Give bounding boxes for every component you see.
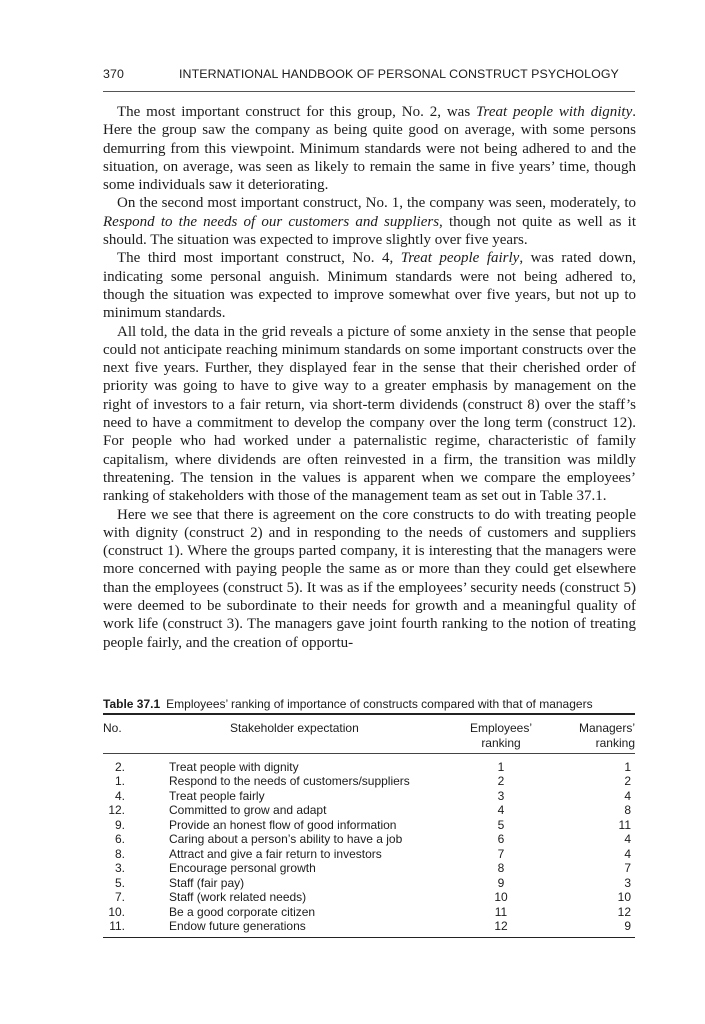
table-row xyxy=(103,760,635,775)
paragraph xyxy=(103,506,636,652)
text-run: The third most important construct, No. 4, xyxy=(117,250,401,267)
cell-expectation: Staff (work related needs) xyxy=(169,890,307,904)
page-number: 370 xyxy=(103,67,124,81)
table-row xyxy=(103,803,635,818)
cell-managers-ranking: 7 xyxy=(624,861,631,875)
text-run: The most important construct for this group, No. 2, was xyxy=(117,104,477,120)
cell-employees-ranking: 3 xyxy=(497,788,505,803)
table-row xyxy=(103,774,635,789)
cell-managers-ranking: 12 xyxy=(617,904,631,919)
text-run: All told, the data in the grid reveals a picture of some anxiety in the sense that people could not anticipate reaching minimum standards on some important constructs over the next five years. Further, they displayed fear in the sense that their cherished order of priority was going to have to give way to a greater emphasis by management on the right of investors to a fair return, via short-term dividends (construct 8) over the staff’s need to have a commitment to develop the company over the long term (construct 12). For people who had worked under a paternalistic regime, characteristic of family capitalism, where dividends are often reinvested in a firm, the transition was mildly threatening. The tension in the values is apparent when we compare the employees’ ranking of stakeholders with those of the management team as set out in Table 37.1. xyxy=(103,323,636,505)
cell-expectation: Staff (fair pay) xyxy=(169,875,245,890)
cell-expectation: Encourage personal growth xyxy=(169,861,316,875)
cell-expectation: Provide an honest flow of good information xyxy=(169,817,397,832)
cell-no: 9. xyxy=(114,817,125,832)
cell-employees-ranking: 5 xyxy=(497,817,505,832)
cell-employees-ranking: 8 xyxy=(497,861,505,875)
header-managers-line2: ranking xyxy=(595,735,635,750)
running-title: INTERNATIONAL HANDBOOK OF PERSONAL CONSTRUCT PSYCHOLOGY xyxy=(179,67,619,81)
paragraph xyxy=(103,249,636,322)
table-label: Table 37.1 xyxy=(103,697,161,711)
table-body xyxy=(103,754,635,937)
cell-managers-ranking: 9 xyxy=(624,919,631,933)
cell-employees-ranking: 10 xyxy=(494,890,508,904)
cell-employees-ranking: 9 xyxy=(497,875,505,890)
cell-no: 8. xyxy=(114,846,125,861)
cell-employees-ranking: 12 xyxy=(494,919,508,933)
header-managers-line1: Managers’ xyxy=(578,720,635,735)
cell-no: 2. xyxy=(114,759,125,774)
header-no: No. xyxy=(103,720,122,735)
table-37-1 xyxy=(103,697,635,938)
text-run: Here we see that there is agreement on the core constructs to do with treating people with dignity (construct 2) and in responding to the needs of customers and suppliers (construct 1). Where the groups parted company, it is interesting that the managers were more concerned with paying people the same as or more than they could get elsewhere than the employees (construct 5). It was as if the employees’ security needs (construct 5) were deemed to be subordinate to their needs for growth and a meaningful quality of work life (construct 3). The managers gave joint fourth ranking to the notion of treating people fairly, and the creation of opportu- xyxy=(103,506,636,651)
text-run: . Here the group saw the company as being quite good on average, with some persons demurring from this viewpoint. Minimum standards were not being adhered to and the situation, on average, was seen as likely to remain the same in five years’ time, though some individuals saw it deteriorating. xyxy=(103,104,637,194)
cell-expectation: Treat people with dignity xyxy=(169,759,299,774)
paragraph xyxy=(103,103,636,194)
cell-employees-ranking: 1 xyxy=(497,759,505,774)
cell-no: 3. xyxy=(114,861,125,875)
text-run: , was rated down, indicating some personal anguish. Minimum standards were not being adhered to, though the situation was expected to improve somewhat over five years, but not up to minimum standards. xyxy=(103,250,636,322)
table-row xyxy=(103,789,635,804)
text-run: On the second most important construct, No. 1, the company was seen, moderately, to xyxy=(117,195,636,212)
cell-expectation: Be a good corporate citizen xyxy=(169,904,316,919)
italic-construct: Respond to the needs of our customers and suppliers xyxy=(103,213,440,230)
header-rule xyxy=(103,91,635,92)
cell-expectation: Respond to the needs of customers/suppliers xyxy=(169,774,410,788)
cell-managers-ranking: 4 xyxy=(624,832,631,846)
cell-no: 10. xyxy=(108,904,125,919)
cell-no: 5. xyxy=(114,875,125,890)
cell-managers-ranking: 11 xyxy=(618,817,631,832)
cell-expectation: Endow future generations xyxy=(169,919,306,933)
table-row xyxy=(103,876,635,891)
cell-employees-ranking: 6 xyxy=(497,832,505,846)
cell-managers-ranking: 4 xyxy=(624,846,631,861)
cell-employees-ranking: 4 xyxy=(497,803,505,817)
table-row xyxy=(103,919,635,934)
table-row xyxy=(103,832,635,847)
table-row xyxy=(103,818,635,833)
cell-managers-ranking: 8 xyxy=(624,803,631,817)
cell-managers-ranking: 4 xyxy=(624,788,631,803)
running-header xyxy=(103,67,635,89)
cell-no: 7. xyxy=(114,890,125,904)
table-row xyxy=(103,905,635,920)
table-row xyxy=(103,847,635,862)
table-row xyxy=(103,861,635,876)
header-expectation: Stakeholder expectation xyxy=(230,720,359,735)
header-employees xyxy=(465,721,537,751)
cell-no: 4. xyxy=(114,788,125,803)
cell-managers-ranking: 2 xyxy=(624,774,631,788)
body-text xyxy=(103,103,636,652)
cell-employees-ranking: 2 xyxy=(497,774,505,788)
cell-expectation: Committed to grow and adapt xyxy=(169,803,327,817)
table-caption-text: Employees’ ranking of importance of constructs compared with that of managers xyxy=(166,697,593,711)
cell-no: 1. xyxy=(114,774,125,788)
italic-construct: Treat people with dignity xyxy=(476,104,633,120)
paragraph xyxy=(103,194,636,249)
cell-expectation: Caring about a person’s ability to have a job xyxy=(169,832,403,846)
cell-employees-ranking: 11 xyxy=(494,904,508,919)
cell-no: 6. xyxy=(114,832,125,846)
cell-expectation: Attract and give a fair return to investors xyxy=(169,846,382,861)
paragraph xyxy=(103,323,636,506)
text-run: , though not quite as well as it should. The situation was expected to improve slightly over five years. xyxy=(103,213,636,249)
cell-no: 12. xyxy=(108,803,125,817)
table-bottom-rule xyxy=(103,937,635,939)
header-employees-line1: Employees’ xyxy=(469,720,533,735)
cell-expectation: Treat people fairly xyxy=(169,788,265,803)
cell-employees-ranking: 7 xyxy=(497,846,505,861)
cell-managers-ranking: 10 xyxy=(617,890,631,904)
italic-construct: Treat people fairly xyxy=(400,250,520,267)
cell-managers-ranking: 3 xyxy=(624,875,631,890)
table-caption xyxy=(103,697,635,713)
cell-no: 11. xyxy=(109,919,125,933)
header-managers xyxy=(571,721,635,751)
table-header xyxy=(103,715,635,753)
table-row xyxy=(103,890,635,905)
header-employees-line2: ranking xyxy=(481,735,521,750)
cell-managers-ranking: 1 xyxy=(624,759,631,774)
